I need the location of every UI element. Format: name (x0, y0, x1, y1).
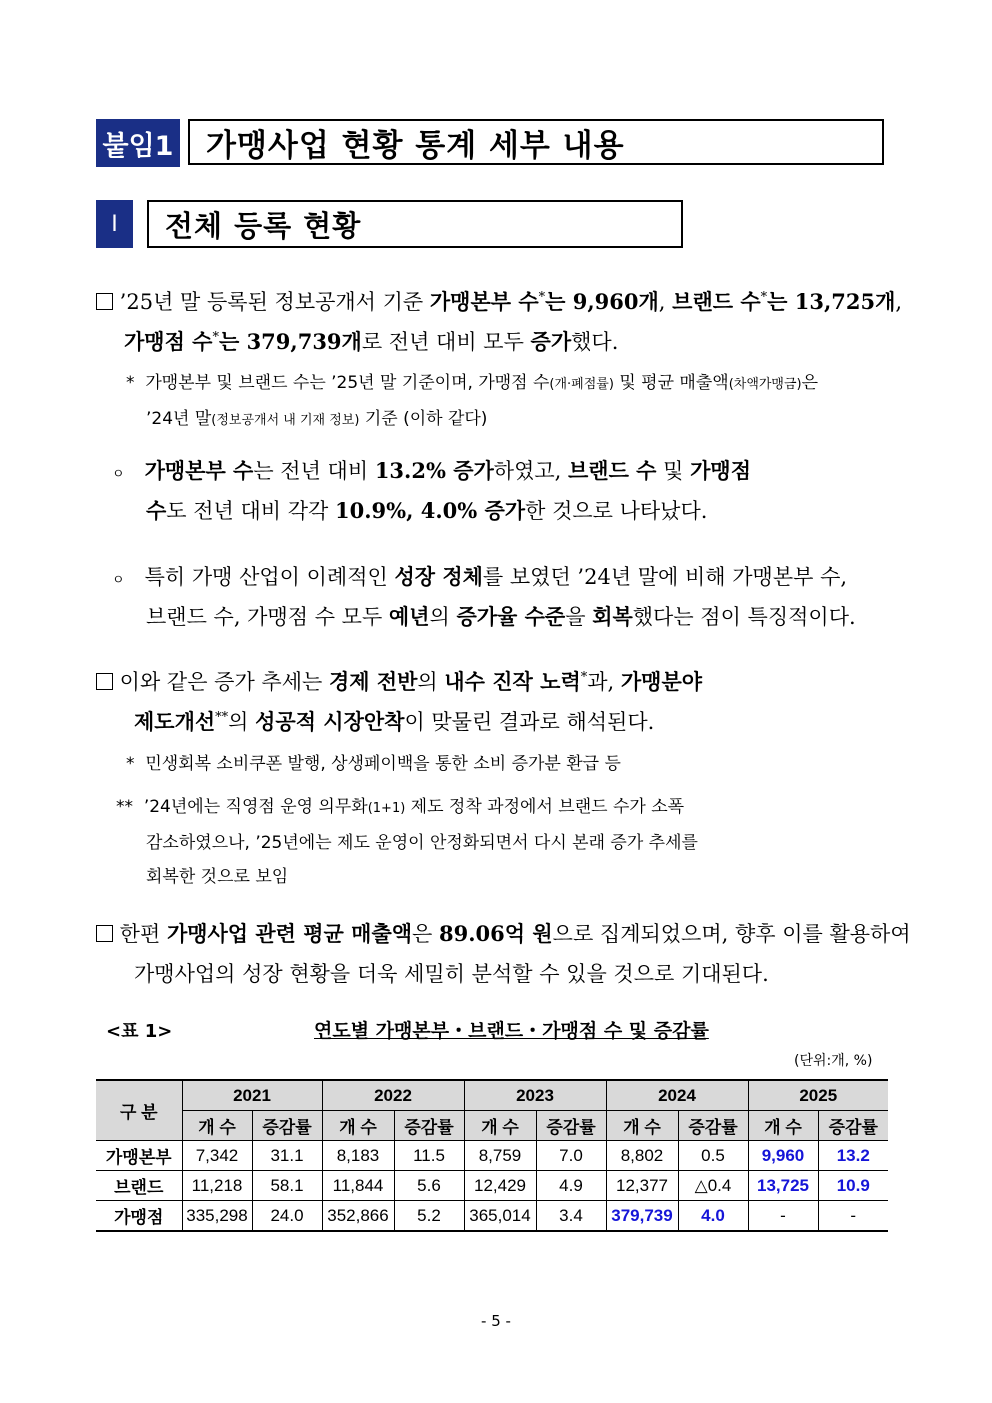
table-cell-highlight: 4.0 (678, 1201, 748, 1232)
text: 성공적 시장안착 (255, 709, 405, 734)
rate-header: 증감률 (252, 1111, 322, 1141)
attachment-title (188, 119, 884, 165)
count-header: 개 수 (182, 1111, 252, 1141)
table-cell: 0.5 (678, 1141, 748, 1171)
text: 는 전년 대비 (253, 459, 375, 483)
text: 제도 정착 과정에서 브랜드 수가 소폭 (405, 797, 685, 817)
table-row (96, 1141, 888, 1171)
table-cell: 58.1 (252, 1171, 322, 1201)
text: ’24년 말 (146, 409, 212, 429)
text: 가맹점 (690, 458, 751, 483)
footnote-mark: * (126, 754, 135, 774)
text: 는 13,725개 (767, 289, 896, 314)
note-1-line-2 (146, 402, 487, 438)
page-number: - 5 - (481, 1312, 511, 1330)
table-cell: 8,183 (322, 1141, 394, 1171)
rate-header: 증감률 (536, 1111, 606, 1141)
row-label: 브랜드 (96, 1171, 182, 1201)
text: 했다. (571, 330, 619, 354)
year-header: 2021 (182, 1080, 322, 1111)
table-cell: - (748, 1201, 818, 1232)
count-header: 개 수 (748, 1111, 818, 1141)
note-1-line-1 (126, 366, 818, 402)
bullet-mark: ㅇ (112, 573, 125, 588)
text: 과, (587, 670, 621, 694)
note-3-line-3: 회복한 것으로 보임 (146, 867, 289, 887)
table-cell-highlight: 13.2 (818, 1141, 888, 1171)
text: 가맹분야 (620, 669, 703, 694)
year-header: 2024 (606, 1080, 748, 1111)
text: 및 (656, 459, 691, 483)
table-cell: 7,342 (182, 1141, 252, 1171)
table-cell-highlight: 379,739 (606, 1201, 678, 1232)
paragraph-1-line-2 (124, 318, 618, 362)
text: 및 평균 매출액 (613, 373, 729, 393)
rate-header: 증감률 (678, 1111, 748, 1141)
text: 을 (565, 605, 593, 629)
count-header: 개 수 (606, 1111, 678, 1141)
text: 도 전년 대비 각각 (166, 499, 335, 523)
text: 는 9,960개 (545, 289, 659, 314)
table-cell: 11.5 (394, 1141, 464, 1171)
table-cell: 5.6 (394, 1171, 464, 1201)
paragraph-2-line-2 (134, 698, 654, 742)
bullet-1-line-1 (112, 451, 751, 495)
note-3-line-2: 감소하였으나, ’25년에는 제도 운영이 안정화되면서 다시 본래 증가 추세를 (146, 833, 698, 853)
text: 수 (146, 498, 167, 523)
footnote-mark: ** (215, 710, 229, 725)
table-cell: 12,429 (464, 1171, 536, 1201)
text: 은 (412, 922, 439, 946)
table-title: 연도별 가맹본부・브랜드・가맹점 수 및 증감률 (314, 1020, 709, 1042)
text: , (895, 290, 903, 314)
text: , (658, 290, 673, 314)
table-cell-highlight: 13,725 (748, 1171, 818, 1201)
corner-header: 구 분 (96, 1080, 182, 1141)
note-2 (126, 747, 621, 782)
text: 민생회복 소비쿠폰 발행, 상생페이백을 통한 소비 증가분 환급 등 (145, 754, 621, 774)
bullet-mark: ㅇ (112, 467, 125, 482)
table-row (96, 1171, 888, 1201)
text: 은 (801, 373, 819, 393)
text: 브랜드 수, 가맹점 수 모두 (146, 605, 389, 629)
table-cell: 4.9 (536, 1171, 606, 1201)
table-cell: 11,218 (182, 1171, 252, 1201)
text: 한편 (113, 922, 167, 946)
stats-table (96, 1079, 888, 1232)
text: 브랜드 수 (672, 289, 761, 314)
text: (1+1) (367, 801, 406, 816)
paragraph-3-line-1 (96, 914, 911, 954)
row-label: 가맹점 (96, 1201, 182, 1232)
text: 10.9%, 4.0% 증가 (335, 498, 526, 523)
text: 는 379,739개 (218, 329, 362, 354)
text: 가맹본부 수 (429, 289, 539, 314)
year-header: 2025 (748, 1080, 888, 1111)
text: 가맹사업 관련 평균 매출액 (166, 921, 413, 946)
text: 이 맞물린 결과로 해석된다. (404, 710, 655, 734)
year-header: 2022 (322, 1080, 464, 1111)
text: 의 (417, 670, 445, 694)
table-cell: - (818, 1201, 888, 1232)
table-cell: 7.0 (536, 1141, 606, 1171)
text: 89.06억 원 (439, 921, 553, 946)
table-cell: 31.1 (252, 1141, 322, 1171)
text: 증가 (530, 329, 572, 354)
table-caption: <표 1> (106, 1021, 173, 1042)
footnote-mark: * (580, 670, 588, 685)
count-header: 개 수 (322, 1111, 394, 1141)
text: 한 것으로 나타났다. (525, 499, 708, 523)
table-cell: △0.4 (678, 1171, 748, 1201)
text: 회복 (592, 604, 633, 629)
text: 제도개선 (134, 709, 216, 734)
text: (정보공개서 내 기재 정보) (211, 413, 360, 428)
table-cell: 335,298 (182, 1201, 252, 1232)
footnote-mark: * (538, 290, 546, 305)
text: 이와 같은 증가 추세는 (113, 670, 329, 694)
attachment-label: 붙임1 (96, 119, 180, 167)
section-title-text: 전체 등록 현황 (165, 208, 362, 243)
table-cell: 8,802 (606, 1141, 678, 1171)
footnote-mark: * (212, 330, 219, 345)
bullet-2-line-2 (146, 597, 856, 637)
text: 가맹본부 및 브랜드 수는 ’25년 말 기준이며, 가맹점 수 (145, 373, 550, 393)
paragraph-3-line-2: 가맹사업의 성장 현황을 더욱 세밀히 분석할 수 있을 것으로 기대된다. (134, 962, 769, 986)
text: 가맹점 수 (124, 329, 213, 354)
text: 증가율 수준 (456, 604, 566, 629)
text: (개·폐점률) (549, 377, 614, 392)
text: 를 보였던 ’24년 말에 비해 가맹본부 수, (482, 565, 848, 589)
text: ’24년에는 직영점 운영 의무화 (143, 797, 368, 817)
text: 의 (228, 710, 256, 734)
rate-header: 증감률 (818, 1111, 888, 1141)
footnote-mark: * (760, 290, 768, 305)
text: (차액가맹금) (728, 377, 802, 392)
count-header: 개 수 (464, 1111, 536, 1141)
table-cell: 11,844 (322, 1171, 394, 1201)
text: 했다는 점이 특징적이다. (632, 605, 856, 629)
text: 내수 진작 노력 (444, 669, 581, 694)
note-3-line-1 (116, 790, 684, 826)
text: 로 전년 대비 모두 (361, 330, 531, 354)
text: 예년 (388, 604, 430, 629)
rate-header: 증감률 (394, 1111, 464, 1141)
table-cell: 365,014 (464, 1201, 536, 1232)
paragraph-2-line-1 (96, 658, 702, 702)
table-cell: 24.0 (252, 1201, 322, 1232)
text: 의 (429, 605, 457, 629)
table-cell: 3.4 (536, 1201, 606, 1232)
square-bullet-icon (96, 673, 113, 690)
table-cell-highlight: 9,960 (748, 1141, 818, 1171)
section-number: Ⅰ (96, 200, 133, 248)
table-cell: 352,866 (322, 1201, 394, 1232)
text: 기준 (이하 같다) (359, 409, 488, 429)
text: 경제 전반 (328, 669, 418, 694)
text: 브랜드 수 (568, 458, 657, 483)
text: 으로 집계되었으며, 향후 이를 활용하여 (552, 922, 911, 946)
table-unit: (단위:개, %) (794, 1053, 873, 1069)
square-bullet-icon (96, 293, 113, 310)
table-row (96, 1201, 888, 1232)
footnote-mark: * (126, 373, 135, 393)
square-bullet-icon (96, 925, 113, 942)
text: 가맹본부 수 (144, 458, 254, 483)
paragraph-1-line-1 (96, 278, 902, 322)
text: 성장 정체 (394, 564, 483, 589)
text: 13.2% 증가 (374, 458, 494, 483)
table-cell: 12,377 (606, 1171, 678, 1201)
bullet-1-line-2 (146, 491, 707, 531)
text: 특히 가맹 산업이 이례적인 (144, 565, 395, 589)
table-cell-highlight: 10.9 (818, 1171, 888, 1201)
row-label: 가맹본부 (96, 1141, 182, 1171)
section-title (147, 200, 683, 248)
bullet-2-line-1 (112, 557, 847, 601)
year-header: 2023 (464, 1080, 606, 1111)
table-cell: 8,759 (464, 1141, 536, 1171)
text: 하였고, (493, 459, 569, 483)
footnote-mark: ** (116, 797, 133, 817)
attachment-title-text: 가맹사업 현황 통계 세부 내용 (206, 127, 625, 164)
table-cell: 5.2 (394, 1201, 464, 1232)
text: ’25년 말 등록된 정보공개서 기준 (113, 290, 430, 314)
